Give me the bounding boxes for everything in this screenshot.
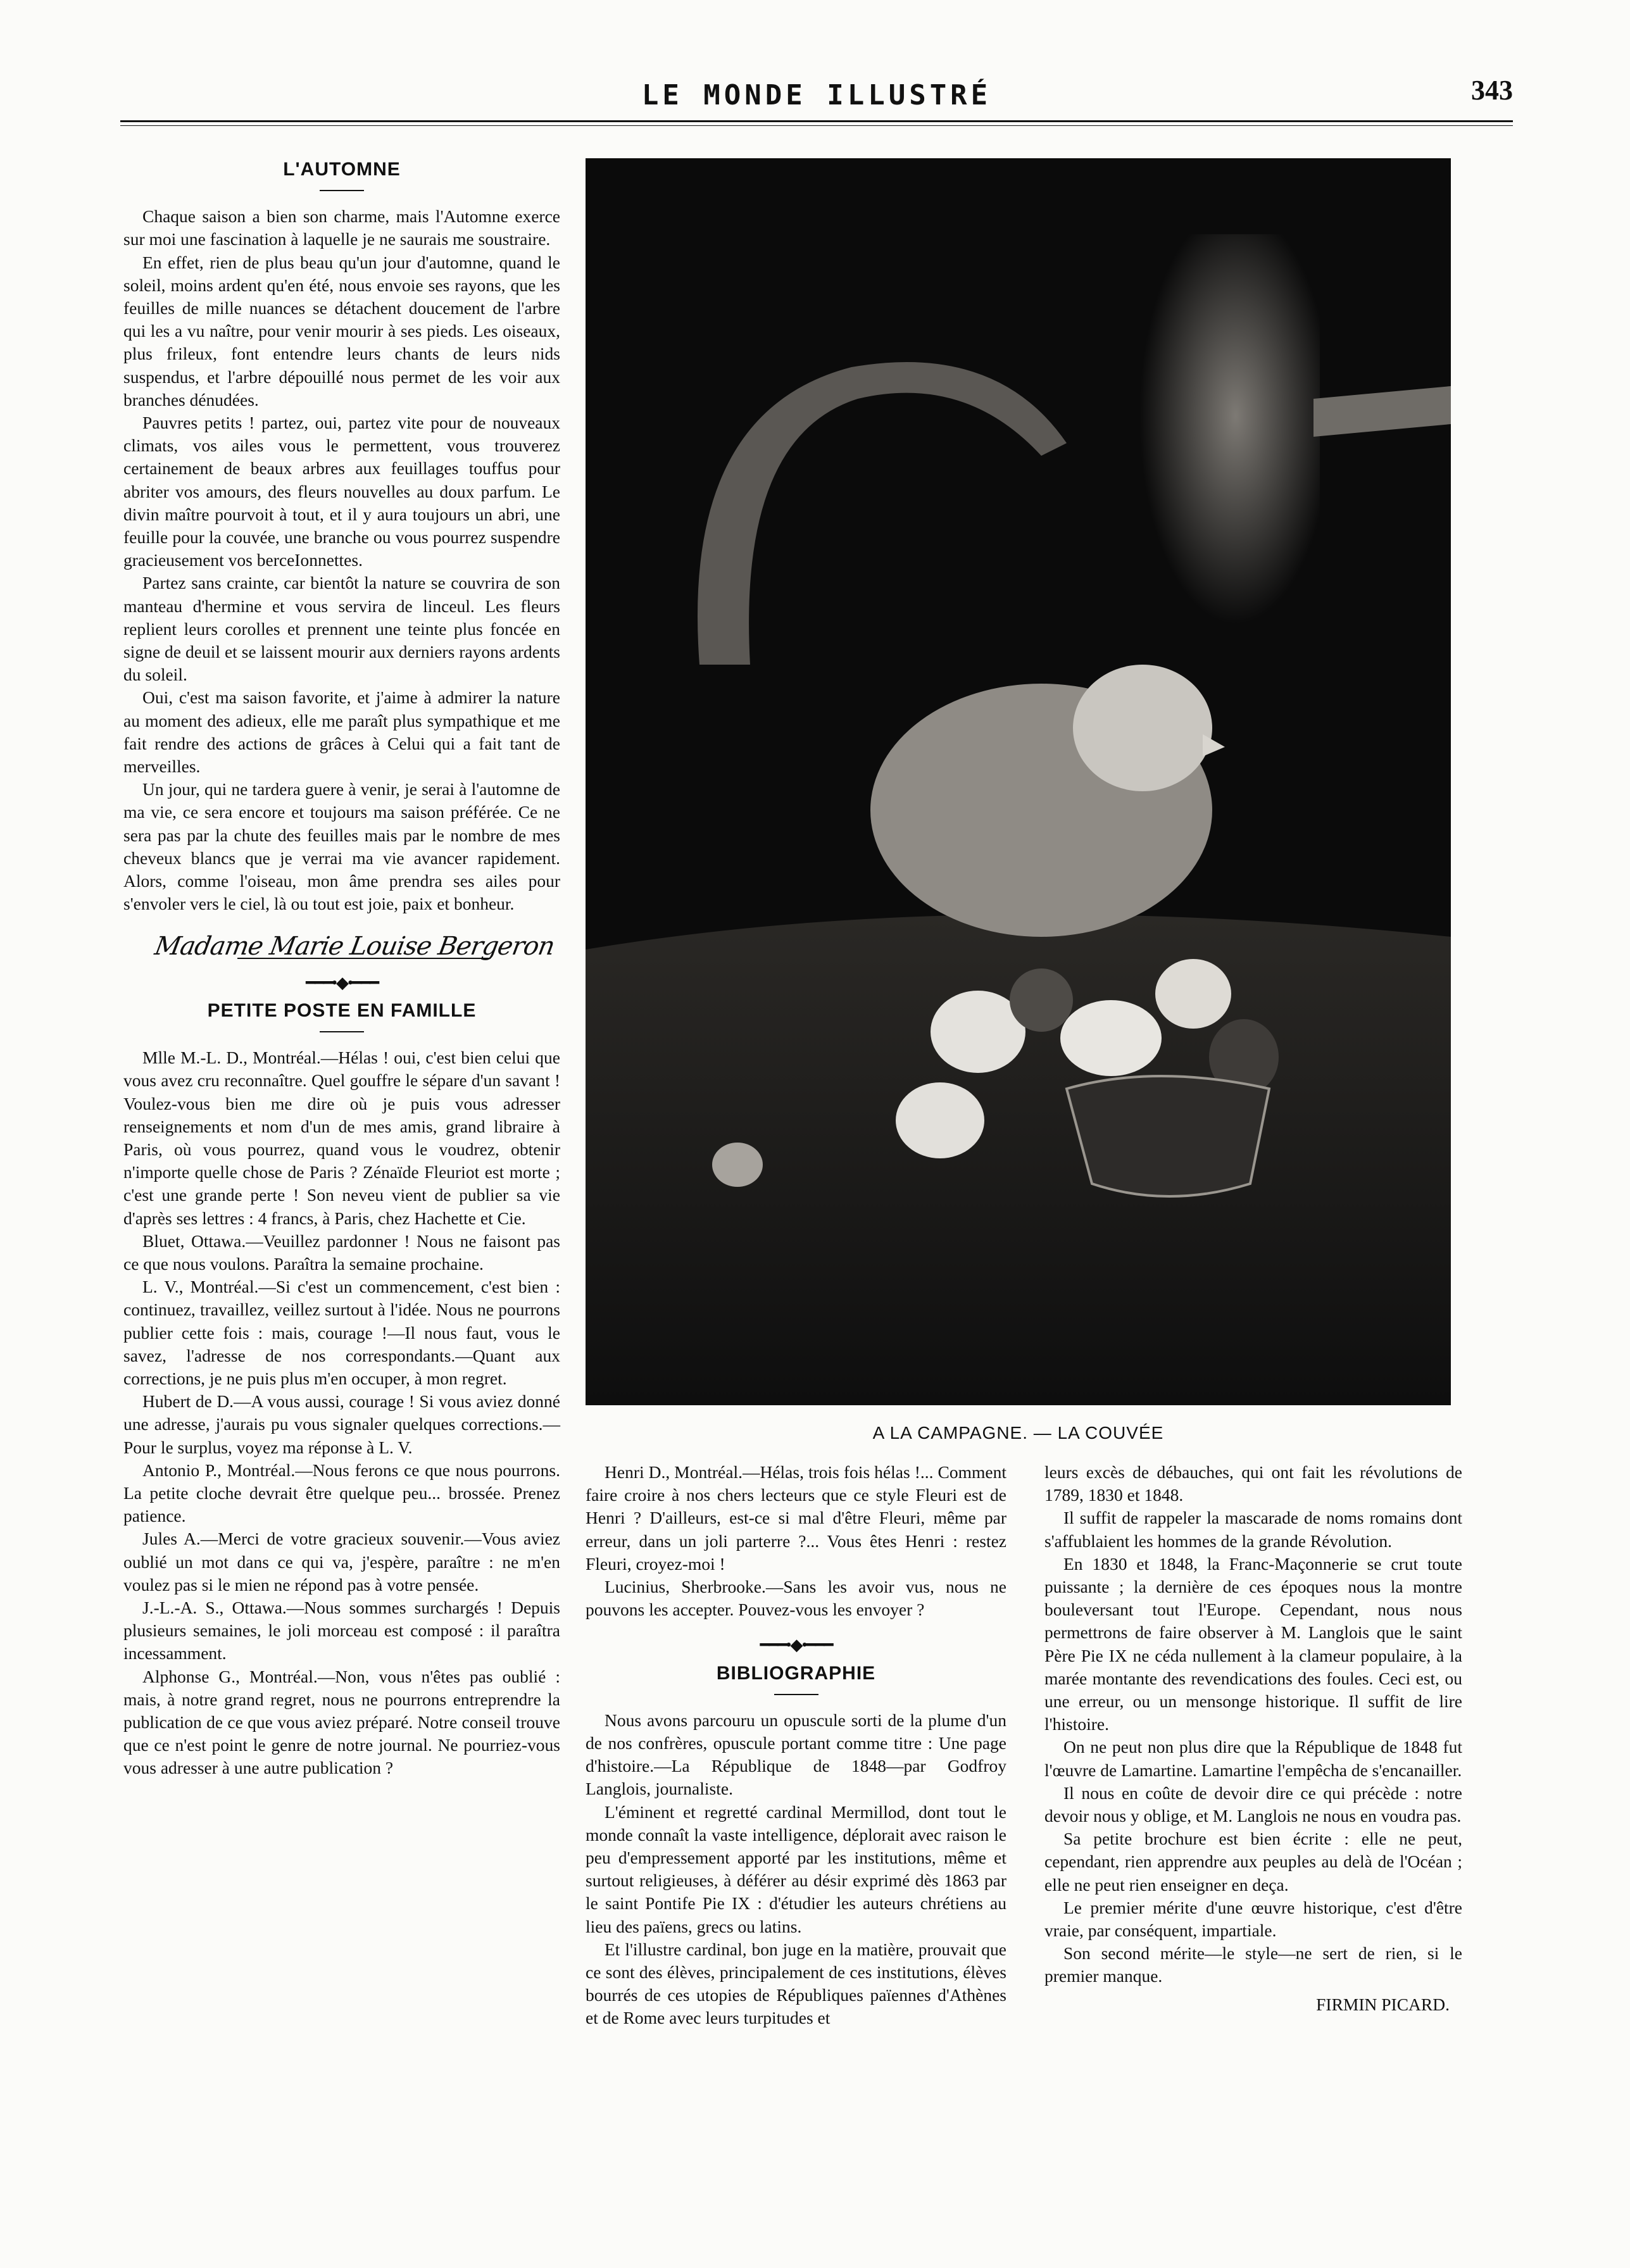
right-column (1044, 1461, 1462, 2016)
figure-caption: A LA CAMPAGNE. — LA COUVÉE (872, 1423, 1164, 1443)
biblio-paragraph: leurs excès de débauches, qui ont fait les révolutions de 1789, 1830 et 1848. (1044, 1462, 1462, 1505)
biblio-paragraph: L'éminent et regretté cardinal Mermillod, dont tout le monde connaît la vaste intelligence, déplorait avec raison le peu d'empressement apporté par les institutions, même et surtout religieuses, à déférer au désir exprimé dès 1863 par le saint Pontife Pie IX : d'étudier les auteurs chrétiens au lieu des païens, grecs ou latins. (586, 1801, 1006, 1936)
masthead (120, 75, 1513, 117)
article-author: FIRMIN PICARD. (1316, 1994, 1450, 2014)
petite-poste-title: PETITE POSTE EN FAMILLE (207, 999, 477, 1021)
bibliographie-title: BIBLIOGRAPHIE (716, 1662, 876, 1684)
reply-paragraph: L. V., Montréal.—Si c'est un commencement, c'est bien : continuez, travaillez, veillez surtout à l'idée. Nous ne pourrons publier cette fois : mais, courage !—Il nous faut, vous le savez, l'adresse de nos correspondants.—Quant aux corrections, je ne puis plus m'en occuper, à mon regret. (123, 1277, 560, 1388)
automne-paragraph: Oui, c'est ma saison favorite, et j'aime à admirer la nature au moment des adieux, elle me paraît plus sympathique et me fait rendre des actions de grâces à Celui qui a fait tant de merveilles. (123, 687, 560, 777)
eggshell (712, 1143, 763, 1187)
reply-paragraph: J.-L.-A. S., Ottawa.—Nous sommes surchargés ! Depuis plusieurs semaines, le joli morceau est composé : il paraîtra incessamment. (123, 1597, 560, 1663)
reply-paragraph: Mlle M.-L. D., Montréal.—Hélas ! oui, c'est bien celui que vous avez cru reconnaître. Quel gouffre le sépare d'un savant ! Voulez-vous bien me dire où je puis vous adresser renseignements et nom d'un de mes amis, grand libraire à Paris, où vous pourrez, quand vous le voudrez, obtenir n'importe quelle chose de Paris ? Zénaïde Fleuriot est morte ; c'est une grande perte ! Son neveu vient de publier sa vie d'après ses lettres : 4 francs, à Paris, chez Hachette et Cie. (123, 1048, 560, 1228)
chick (1060, 1000, 1162, 1076)
automne-paragraph: En effet, rien de plus beau qu'un jour d'automne, quand le soleil, moins ardent qu'en été, nous envoie ses rayons, que les feuilles de mille nuances se détachent doucement de l'arbre qui les a vu naître, pour venir mourir à ses pieds. Les oiseaux, plus frileux, font entendre leurs chants de leurs nids suspendus, et l'arbre dépouillé nous permet de les voir aux branches dénudées. (123, 252, 560, 410)
biblio-paragraph: On ne peut non plus dire que la République de 1848 fut l'œuvre de Lamartine. Lamartine l'empêcha de s'encanailler. (1044, 1737, 1462, 1780)
engraving-illustration (586, 158, 1451, 1405)
biblio-paragraph: Et l'illustre cardinal, bon juge en la matière, prouvait que ce sont des élèves, principalement de ces institutions, élèves bourrés de ces utopies de Républiques païennes d'Athènes et de Rome avec leurs turpitudes et (586, 1939, 1006, 2028)
reply-paragraph: Antonio P., Montréal.—Nous ferons ce que nous pourrons. La petite cloche devrait être quelque peu... brossée. Prenez patience. (123, 1460, 560, 1526)
biblio-paragraph: Son second mérite—le style—ne sert de rien, si le premier manque. (1044, 1943, 1462, 1986)
biblio-paragraph: Nous avons parcouru un opuscule sorti de la plume d'un de nos confrères, opuscule portant comme titre : Une page d'histoire.—La République de 1848—par Godfroy Langlois, journaliste. (586, 1710, 1006, 1799)
page-number: 343 (1471, 75, 1513, 106)
reply-paragraph: Henri D., Montréal.—Hélas, trois fois hélas !... Comment faire croire à nos chers lecteurs que ce style Fleuri est de Henri ? D'ailleurs, est-ce si mal d'être Fleuri, même par erreur, dans un joli parterre ?... Vous êtes Henri : restez Fleuri, croyez-moi ! (586, 1462, 1006, 1574)
biblio-paragraph: Il suffit de rappeler la mascarade de noms romains dont s'affublaient les hommes de la grande Révolution. (1044, 1508, 1462, 1551)
masthead-rule (120, 120, 1513, 122)
automne-paragraph: Pauvres petits ! partez, oui, partez vite pour de nouveaux climats, vos ailes vous le permettent, vous trouverez certainement de beaux arbres aux feuillages touffus pour abriter vos amours, des fleurs nouvelles au doux parfum. Le divin maître pourvoit à tout, et il y aura toujours un abri, une feuille pour la couvée, une branche ou vous pourrez suspendre gracieusement vos berceIonnettes. (123, 413, 560, 570)
chick (1010, 968, 1073, 1032)
water-bowl (1067, 1076, 1269, 1196)
chick (896, 1082, 984, 1158)
reply-paragraph: Jules A.—Merci de votre gracieux souvenir.—Vous aviez oublié un mot dans ce qui va, j'espère, paraître : ne m'en voulez pas si le mien ne répond pas à votre pensée. (123, 1529, 560, 1594)
automne-title: L'AUTOMNE (283, 159, 401, 180)
reply-paragraph: Bluet, Ottawa.—Veuillez pardonner ! Nous ne faisont pas ce que nous voulons. Paraîtra la semaine prochaine. (123, 1231, 560, 1274)
hen-head (1073, 665, 1212, 791)
chick (1155, 959, 1231, 1029)
title-rule (320, 1031, 364, 1032)
biblio-paragraph: Le premier mérite d'une œuvre historique, c'est d'être vraie, par conséquent, impartiale. (1044, 1897, 1462, 1941)
reply-paragraph: Alphonse G., Montréal.—Non, vous n'êtes pas oublié : mais, à notre grand regret, nous ne pourrons entreprendre la publication de ce que vous aviez préparé. Notre conseil trouve que ce n'est point le genre de notre journal. Ne pourriez-vous vous adresser à une autre publication ? (123, 1666, 560, 1778)
left-column (123, 158, 560, 1780)
ornament-divider: ━━━•◆•━━━ (760, 1636, 832, 1655)
masthead-rule-thin (120, 125, 1513, 126)
reply-paragraph: Hubert de D.—A vous aussi, courage ! Si vous aviez donné une adresse, j'aurais pu vous signaler quelques corrections.—Pour le surplus, voyez ma réponse à L. V. (123, 1391, 560, 1457)
automne-paragraph: Partez sans crainte, car bientôt la nature se couvrira de son manteau d'hermine et vous servira de linceul. Les fleurs replient leurs corolles et prennent une teinte plus foncée en signe de deuil et se laissent mourir aux derniers rayons ardents du soleil. (123, 573, 560, 685)
biblio-paragraph: Il nous en coûte de devoir dire ce qui précède : notre devoir nous y oblige, et M. Langlois ne nous en voudra pas. (1044, 1782, 1462, 1826)
handwritten-signature: Madame Marie Louise Bergeron (152, 931, 557, 961)
engraving-hen-and-chicks (586, 158, 1451, 1405)
reply-paragraph: Lucinius, Sherbrooke.—Sans les avoir vus, nous ne pouvons les accepter. Pouvez-vous les envoyer ? (586, 1577, 1006, 1620)
automne-paragraph: Un jour, qui ne tardera guere à venir, je serai à l'automne de ma vie, ce sera encore et toujours ma saison préférée. Ce ne sera pas par la chute des feuilles mais par le nombre de mes cheveux blancs que je verrai ma vie avancer rapidement. Alors, comme l'oiseau, mon âme prendra ses ailes pour s'envoler vers le ciel, là ou tout est joie, paix et bonheur. (123, 779, 560, 914)
ornament-divider: ━━━•◆•━━━ (305, 973, 379, 992)
biblio-paragraph: Sa petite brochure est bien écrite : elle ne peut, cependant, rien apprendre aux peuples au delà de l'Océan ; elle ne peut rien enseigner en deça. (1044, 1829, 1462, 1895)
middle-column (586, 1461, 1006, 2030)
title-rule (320, 190, 364, 191)
masthead-title: LE MONDE ILLUSTRÉ (641, 79, 992, 111)
title-rule (774, 1694, 818, 1695)
biblio-paragraph: En 1830 et 1848, la Franc-Maçonnerie se crut toute puissante ; la dernière de ces époques nous la montre bouleversant tout l'Europe. Cependant, nous nous permettrons de faire observer à M. Langlois que le saint Père Pie IX ne céda nullement à la clameur populaire, à la marée montante des revendications des foules. Ceci est, ou une erreur, ou un mensonge historique. Il suffit de lire l'histoire. (1044, 1553, 1462, 1734)
automne-paragraph: Chaque saison a bien son charme, mais l'Automne exerce sur moi une fascination à laquelle je ne saurais me soustraire. (123, 206, 560, 249)
